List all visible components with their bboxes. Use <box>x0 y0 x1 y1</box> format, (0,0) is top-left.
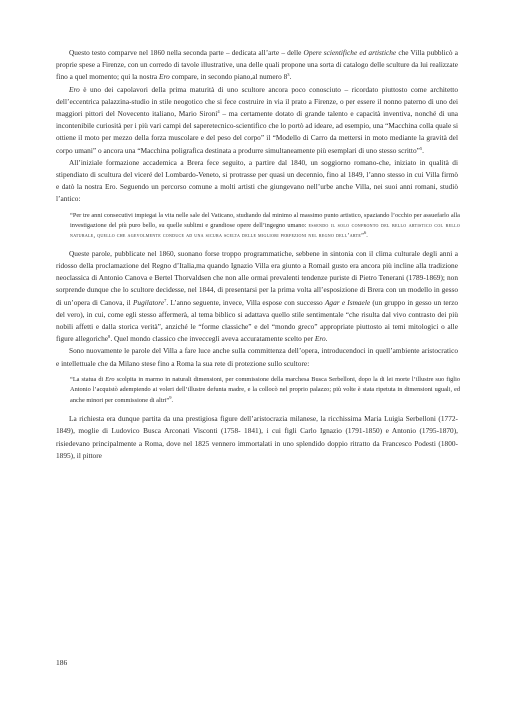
paragraph-6: La richiesta era dunque partita da una prestigiosa figure dell’aristocrazia milanese, la ricchissima Maria Luigia Serbelloni (1772-1849), moglie di Ludovico Busca Arconati Visconti (1758- 1841), i cui figli Carlo Ignazio (1791-1850) e Antonio (1795-1870), risiedevano principalmente a Roma, dove nel 1825 vennero immortalati in uno splendido doppio ritratto da Francesco Podesti (1800-1895), il pittore <box>56 414 458 460</box>
footnote-ref[interactable]: 6 <box>363 230 367 236</box>
paragraph-2: Ero è uno dei capolavori della prima maturità di uno scultore ancora poco conosciuto – ricordato piuttosto come architetto dell’eccentrica palazzina-studio in stile neogotico che si fece costruire in via il prato a Firenze, o per essere il nonno paterno di uno dei maggiori pittori del Novecento italiano, Mario Sironi$^4$ – ma certamente dotato di grande talento e capacità inventiva, nonché di una incontenibile curiosità per i più vari campi del saperetecnico-scientifico che lo portò ad ideare, ad esempio, una “Macchina colla quale si ottiene il moto per mezzo della forza muscolare e del peso del corpo” il “Modello di Carro da mettersi in moto mediante la gravità del corpo umani” o ancora una “Macchina poligrafica destinata a produrre simultaneamente più esemplari di uno stesso scritto”$^5$. <box>56 84 458 155</box>
footnote-ref[interactable]: 8 <box>108 334 111 340</box>
paragraph-3: All’iniziale formazione accademica a Brera fece seguito, a partire dal 1840, un soggiorno romano-che, iniziato in qualità di stipendiato di scultura del viceré del Lombardo-Veneto, si protrasse per quasi un decennio, fino al 1849, l’anno stesso in cui Villa firmò e datò la nostra Ero. Seguendo un percorso comune a molti artisti che giungevano nell’urbe anche Villa, nei suoi anni romani, studiò l’antico: <box>56 157 458 204</box>
paragraph-5: Sono nuovamente le parole del Villa a fare luce anche sulla committenza dell’opera, introducendoci in quell’ambiente aristocratico e intellettuale che da Milano stese fino a Roma la sua rete di protezione sullo scultore: <box>56 346 458 368</box>
document-body <box>56 47 461 462</box>
page-number: 186 <box>56 658 68 667</box>
footnote-ref[interactable]: 3 <box>287 72 290 78</box>
block-quote-2: “La statua di Ero scolpita in marmo in naturali dimensioni, per commissione della marchesa Busca Serbelloni, dopo la di lei morte l’illustre suo figlio Antonio l’acquistò adempiendo ai voleri dell’illustre defunta madre, e la collocò nel proprio palazzo; più volte è stata ripetuta in dimensioni uguali, ed anche minori per commissione di altri”$^9$. <box>70 375 461 404</box>
block-quote-1: “Per tre anni consecutivi impiegai la vita nelle sale del Vaticano, studiando dal minimo al massimo punto artistico, spaziando l’occhio per assuefarlo alla investigazione del più puro bello, su quelle sublimi e grandiose opere dell’ingegno umano: essendo il solo confronto del bello artistico col bello naturale, quello che agevolmente conduce ad una sicura scelta delle migliori perfezioni nel regno dell’arte”$^6$. <box>70 211 461 240</box>
footnote-ref[interactable]: 7 <box>164 297 167 303</box>
footnote-ref[interactable]: 5 <box>419 145 423 151</box>
paragraph-1: Questo testo comparve nel 1860 nella seconda parte – dedicata all’arte – delle Opere scientifiche ed artistiche che Villa pubblicò a proprie spese a Firenze, con un corredo di tavole illustrative, una delle quali propone una sorta di catalogo delle sculture da lui realizzate fino a quel momento; qui la nostra Ero compare, in secondo piano,al numero $8^3$. <box>56 48 458 82</box>
footnote-ref[interactable]: 4 <box>217 109 220 115</box>
footnote-ref[interactable]: 9 <box>169 394 172 400</box>
paragraph-4: Queste parole, pubblicate nel 1860, suonano forse troppo programmatiche, sebbene in sintonia con il clima culturale degli anni a ridosso della proclamazione del Regno d’Italia,ma quando Ignazio Villa era giunto a Romail gusto era ancora più incline alla tradizione neoclassica di Antonio Canova e Bertel Thorvaldsen che non alle ormai prevalenti tendenze puriste di Pietro Tenerani (1789-1869); non sorprende dunque che lo scultore decidesse, nel 1844, di presentarsi per la prima volta all’esposizione di Brera con un modello in gesso di un’opera di Canova, il Pugilatore$^7$. L’anno seguente, invece, Villa espose con successo Agar e Ismaele (un gruppo in gesso un terzo del vero), in cui, come egli stesso affermerà, al tema biblico si adattava quello stile sentimentale “che risulta dal vivo contrasto dei più nobili affetti e dalla storica verità”, anziché le “forme classiche” e del “mondo greco” appropriate piuttosto ai temi mitologici o alle figure allegoriche$^8$. Quel mondo classico che invecceglì aveva accuratamente scelto per Ero. <box>56 248 459 344</box>
